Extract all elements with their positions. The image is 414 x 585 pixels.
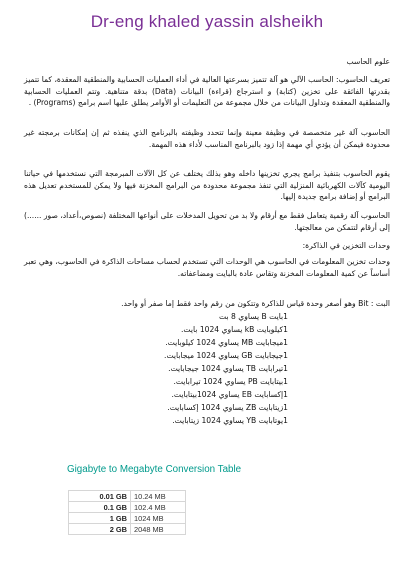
list-item-terabyte: 1تيرابايت TB يساوي 1024 جيجابايت.	[168, 364, 288, 373]
table-cell-gb: 1 GB	[69, 513, 131, 524]
list-item-bit: البت : Bit وهو أصغر وحدة قياس للذاكرة وتتكون من رقم واحد فقط إما صفر أو واحد.	[121, 299, 390, 308]
list-item-megabyte: 1ميجابايت MB يساوي 1024 كيلوبايت.	[165, 338, 288, 347]
paragraph-definition: تعريف الحاسوب: الحاسب الآلي هو آلة تتميز بسرعتها العالية في أداء العمليات الحسابية والمنطقية المعقدة، كما تتميز بقدرتها الفائقة على تخزين (كتابة) و استرجاع (قراءة) البيانات (Data) بدقة متناهية. وتتم العمليات الحسابية والمنطقية المعقدة وتداول البيانات من خلال مجموعة من التعليمات أو الأوامر يطلق عليها اسم برامج (Programs) .	[24, 75, 390, 107]
section-heading-storage-units: وحدات التخزين في الذاكرة:	[302, 241, 390, 250]
table-cell-gb: 2 GB	[69, 524, 131, 535]
paragraph-storage-units: وحدات تخزين المعلومات في الحاسوب هي الوحدات التي تستخدم لحساب مساحات الذاكرة في الحاسوب، وهي تعبر أساساً عن كمية المعلومات المخزنة وتقاس عادة بالبايت ومضاعفاته.	[24, 257, 390, 278]
list-item-gigabyte: 1جيجابايت GB يساوي 1024 ميجابايت.	[164, 351, 288, 360]
table-row	[69, 513, 186, 524]
table-cell-mb: 102.4 MB	[131, 502, 186, 513]
list-item-zettabyte: 1زيتابايت ZB يساوي 1024 إكسابايت.	[167, 403, 288, 412]
list-item-exabyte: 1إكسابايت EB يساوي 1024بيتابايت.	[171, 390, 288, 399]
paragraph-digital: الحاسوب آلة رقمية يتعامل فقط مع أرقام ولا بد من تحويل المدخلات على أنواعها المختلفة (نصوص،أعداد، صور ......) إلى أرقام لتتمكن من معالجتها.	[24, 211, 390, 232]
table-row	[69, 524, 186, 535]
paragraph-stored-programs: يقوم الحاسوب بتنفيذ برامج يجري تخزينها داخله وهو بذلك يختلف عن كل الآلات المبرمجة التي نستخدمها في حياتنا اليومية كآلات الكهربائية المنزلية التي تنفذ مجموعة محدودة من البرامج المخزنة فيها ولا يمكن للمستخدم تعديل هذه البرامج أو إضافة برامج جديدة إليها.	[24, 169, 390, 201]
conversion-table	[68, 490, 186, 535]
table-cell-mb: 1024 MB	[131, 513, 186, 524]
subtitle: علوم الحاسب	[346, 57, 390, 66]
page-title: Dr-eng khaled yassin alsheikh	[90, 12, 324, 31]
storage-units-list	[24, 297, 390, 427]
list-item-yottabyte: 1يوتابايت YB يساوي 1024 زيتابايت.	[172, 416, 288, 425]
table-cell-mb: 2048 MB	[131, 524, 186, 535]
list-item-petabyte: 1بيتابايت PB يساوي 1024 تيرابايت.	[173, 377, 288, 386]
table-row	[69, 502, 186, 513]
list-item-kilobyte: 1كيلوبايت kB يساوي 1024 بايت.	[180, 325, 288, 334]
table-cell-gb: 0.01 GB	[69, 491, 131, 502]
table-cell-gb: 0.1 GB	[69, 502, 131, 513]
list-item-byte: 1بايت B يساوي 8 بت	[219, 312, 288, 321]
table-row	[69, 491, 186, 502]
paragraph-general-purpose: الحاسوب آلة غير متخصصة في وظيفة معينة وإنما تتحدد وظيفته بالبرنامج الذي ينفذه ثم إن إمكانات برمجته غير محدودة فيمكن أن يؤدي أي مهمة إذا زود بالبرنامج المناسب لأداء هذه المهمة.	[24, 128, 390, 149]
conversion-table-title: Gigabyte to Megabyte Conversion Table	[67, 464, 242, 475]
table-cell-mb: 10.24 MB	[131, 491, 186, 502]
